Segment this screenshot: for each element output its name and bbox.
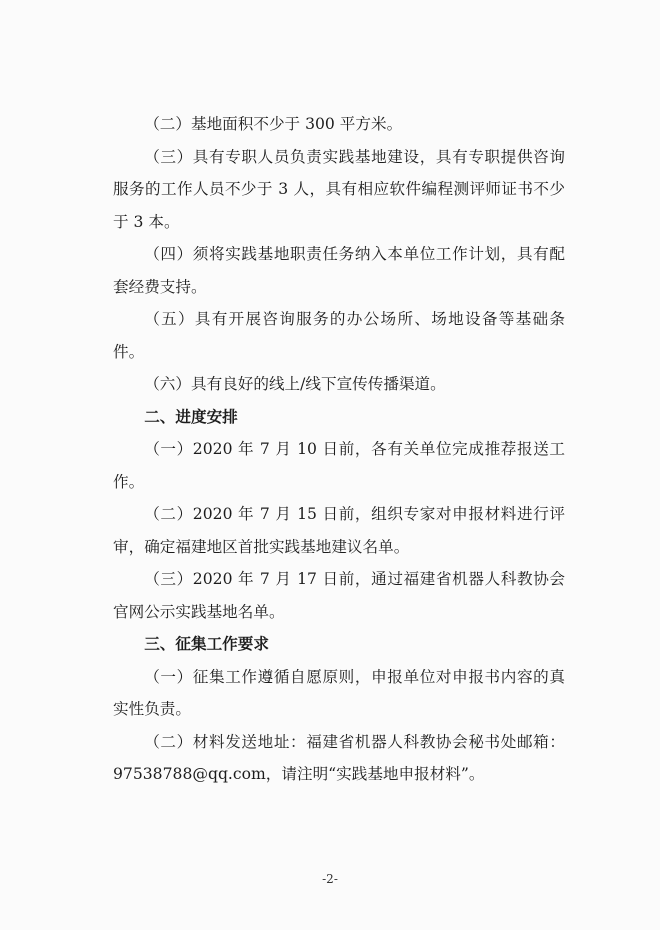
paragraph-area-requirement: （二）基地面积不少于 300 平方米。	[144, 115, 403, 133]
paragraph-facility-requirement: （五）具有开展咨询服务的办公场所、场地设备等基础条件。	[113, 310, 565, 361]
paragraph-budget-requirement: （四）须将实践基地职责任务纳入本单位工作计划，具有配套经费支持。	[113, 245, 565, 296]
section-heading-requirements: 三、征集工作要求	[144, 635, 269, 653]
paragraph-channel-requirement: （六）具有良好的线上/线下宣传传播渠道。	[144, 375, 446, 393]
paragraph-submission-address: （二）材料发送地址：福建省机器人科教协会秘书处邮箱：97538788@qq.com，请注明“实践基地申报材料”。	[113, 732, 565, 783]
paragraph-principle: （一）征集工作遵循自愿原则，申报单位对申报书内容的真实性负责。	[113, 667, 565, 718]
section-heading-schedule: 二、进度安排	[144, 407, 238, 426]
paragraph-schedule-3: （三）2020 年 7 月 17 日前，通过福建省机器人科教协会官网公示实践基地名单。	[113, 570, 565, 621]
paragraph-staff-requirement: （三）具有专职人员负责实践基地建设，具有专职提供咨询服务的工作人员不少于 3 人，具有相应软件编程测评师证书不少于 3 本。	[113, 147, 565, 231]
paragraph-schedule-1: （一）2020 年 7 月 10 日前，各有关单位完成推荐报送工作。	[113, 440, 565, 491]
document-body	[113, 108, 565, 791]
page-number: -2-	[322, 872, 338, 886]
paragraph-schedule-2: （二）2020 年 7 月 15 日前，组织专家对申报材料进行评审，确定福建地区首批实践基地建议名单。	[113, 505, 565, 556]
